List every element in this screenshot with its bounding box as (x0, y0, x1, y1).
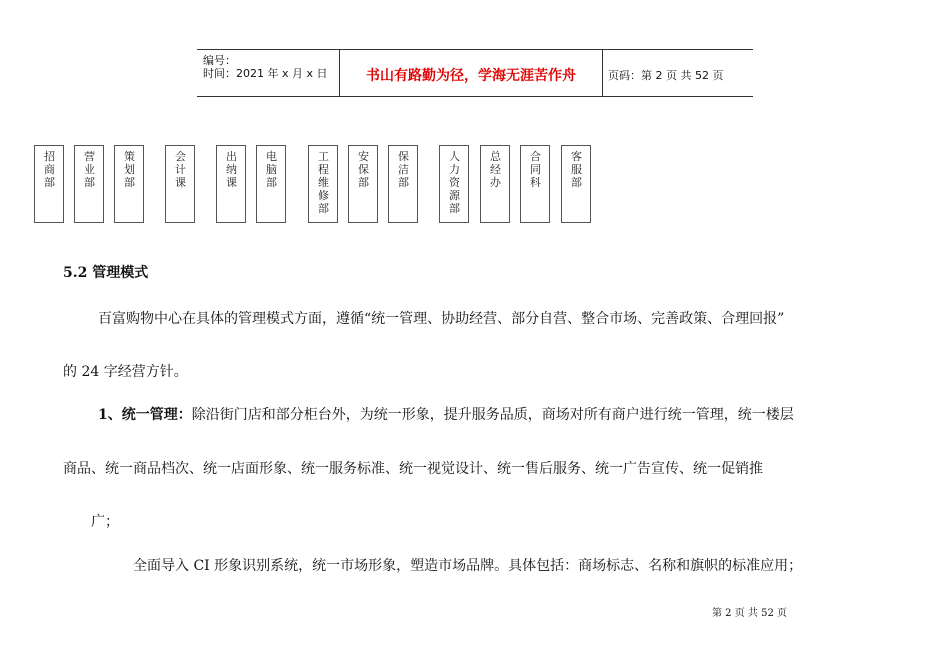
dept-label: 出纳课 (226, 150, 237, 189)
dept-box (561, 145, 591, 223)
dept-label: 安保部 (358, 150, 369, 189)
page-footer: 第 2 页 共 52 页 (712, 608, 787, 619)
dept-box (165, 145, 195, 223)
paragraph-line: 的 24 字经营方针。 (63, 364, 188, 380)
dept-box (74, 145, 104, 223)
number-label: 编号： (203, 54, 236, 67)
dept-box (388, 145, 418, 223)
dept-label: 人力资源部 (449, 150, 460, 215)
paragraph-line: 百富购物中心在具体的管理模式方面，遵循“统一管理、协助经营、部分自营、整合市场、完善政策、合理回报” (98, 311, 785, 327)
dept-box (216, 145, 246, 223)
dept-label: 客服部 (571, 150, 582, 189)
dept-label: 营业部 (84, 150, 95, 189)
dept-box (34, 145, 64, 223)
dept-label: 合同科 (530, 150, 541, 189)
dept-box (114, 145, 144, 223)
dept-box (520, 145, 550, 223)
dept-label: 招商部 (44, 150, 55, 189)
paragraph-line: 全面导入 CI 形象识别系统，统一市场形象，塑造市场品牌。具体包括：商场标志、名称和旗帜的标准应用； (133, 558, 803, 574)
dept-label: 电脑部 (266, 150, 277, 189)
dept-label: 总经办 (490, 150, 501, 189)
dept-box (480, 145, 510, 223)
header-motto: 书山有路勤为径，学海无涯苦作舟 (366, 68, 576, 84)
dept-box (308, 145, 338, 223)
dept-label: 工程维修部 (318, 150, 329, 215)
section-title: 5.2 管理模式 (63, 265, 149, 281)
dept-box (348, 145, 378, 223)
unified-management-heading: 1、统一管理： (98, 407, 192, 423)
dept-box (439, 145, 469, 223)
dept-label: 保洁部 (398, 150, 409, 189)
paragraph-line (98, 404, 794, 424)
dept-label: 会计课 (175, 150, 186, 189)
header-page-info: 页码：第 2 页 共 52 页 (608, 69, 724, 82)
document-header (197, 49, 753, 97)
paragraph-line: 广； (91, 514, 119, 530)
paragraph-text: 除沿街门店和部分柜台外，为统一形象，提升服务品质，商场对所有商户进行统一管理，统一楼层 (191, 407, 794, 423)
header-meta-cell (197, 50, 339, 96)
header-motto-cell (339, 50, 603, 96)
paragraph-line: 商品、统一商品档次、统一店面形象、统一服务标准、统一视觉设计、统一售后服务、统一广告宣传、统一促销推 (63, 461, 763, 477)
dept-label: 策划部 (124, 150, 135, 189)
dept-box (256, 145, 286, 223)
time-label: 时间：2021 年 x 月 x 日 (203, 67, 328, 80)
header-page-cell (602, 50, 753, 96)
